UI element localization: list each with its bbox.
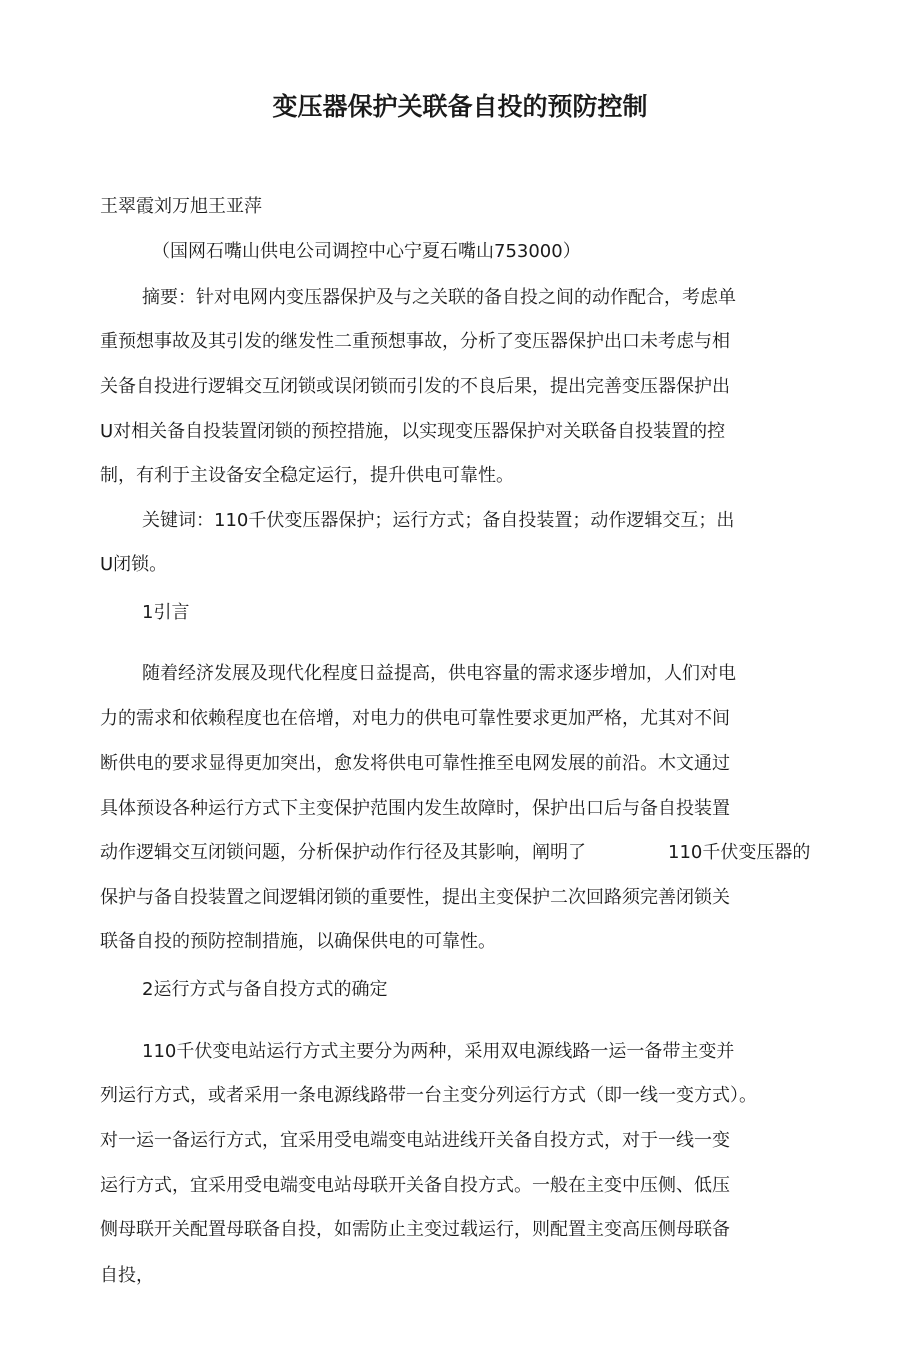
- authors: 王翠霞刘万旭王亚萍: [100, 196, 262, 217]
- paragraph-line: 断供电的要求显得更加突出，愈发将供电可靠性推至电网发展的前沿。木文通过: [100, 753, 730, 774]
- paragraph-line: 具体预设各种运行方式下主变保护范围内发生故障时，保护出口后与备自投装置: [100, 798, 730, 819]
- paragraph-line: 联备自投的预防控制措施，以确保供电的可靠性。: [100, 931, 496, 952]
- paragraph-line: 侧母联开关配置母联备自投，如需防止主变过载运行，则配置主变高压侧母联备: [100, 1219, 730, 1240]
- keywords-line: 关键词：110千伏变压器保护；运行方式；备自投装置；动作逻辑交互；出: [142, 510, 735, 531]
- abstract-line: 重预想事故及其引发的继发性二重预想事故，分析了变压器保护出口未考虑与相: [100, 331, 730, 352]
- paragraph-line: 自投，: [100, 1265, 154, 1286]
- section-heading: 1引言: [142, 602, 190, 623]
- paragraph-line: 保护与备自投装置之间逻辑闭锁的重要性，提出主变保护二次回路须完善闭锁关: [100, 887, 730, 908]
- abstract-line: U对相关备自投装置闭锁的预控措施，以实现变压器保护对关联备自投装置的控: [100, 421, 726, 442]
- paragraph-line: 110千伏变电站运行方式主要分为两种，采用双电源线路一运一备带主变并: [142, 1041, 735, 1062]
- keywords-line: U闭锁。: [100, 554, 168, 575]
- paragraph-line: 力的需求和依赖程度也在倍增，对电力的供电可靠性要求更加严格，尤其对不间: [100, 708, 730, 729]
- paragraph-line: 列运行方式，或者采用一条电源线路带一台主变分列运行方式（即一线一变方式）。: [100, 1085, 757, 1106]
- paragraph-line: 随着经济发展及现代化程度日益提高，供电容量的需求逐步增加，人们对电: [142, 663, 736, 684]
- paragraph-line-tail: 110千伏变压器的: [668, 842, 811, 863]
- paragraph-line: 对一运一备运行方式，宜采用受电端变电站进线幵关备自投方式，对于一线一变: [100, 1130, 730, 1151]
- abstract-line: 摘要：针对电网内变压器保护及与之关联的备自投之间的动作配合，考虑单: [142, 287, 736, 308]
- affiliation: （国网石嘴山供电公司调控中心宁夏石嘴山753000）: [152, 241, 581, 262]
- section-heading: 2运行方式与备自投方式的确定: [142, 979, 388, 1000]
- paragraph-line: 运行方式，宜采用受电端变电站母联开关备自投方式。一般在主变中压侧、低压: [100, 1175, 730, 1196]
- page-title: 变压器保护关联备自投的预防控制: [272, 92, 648, 121]
- abstract-line: 制，有利于主设备安全稳定运行，提升供电可靠性。: [100, 465, 514, 486]
- paragraph-line: 动作逻辑交互闭锁问题，分析保护动作行径及其影响，阐明了: [100, 842, 586, 863]
- abstract-line: 关备自投进行逻辑交互闭锁或误闭锁而引发的不良后果，提出完善变压器保护出: [100, 376, 730, 397]
